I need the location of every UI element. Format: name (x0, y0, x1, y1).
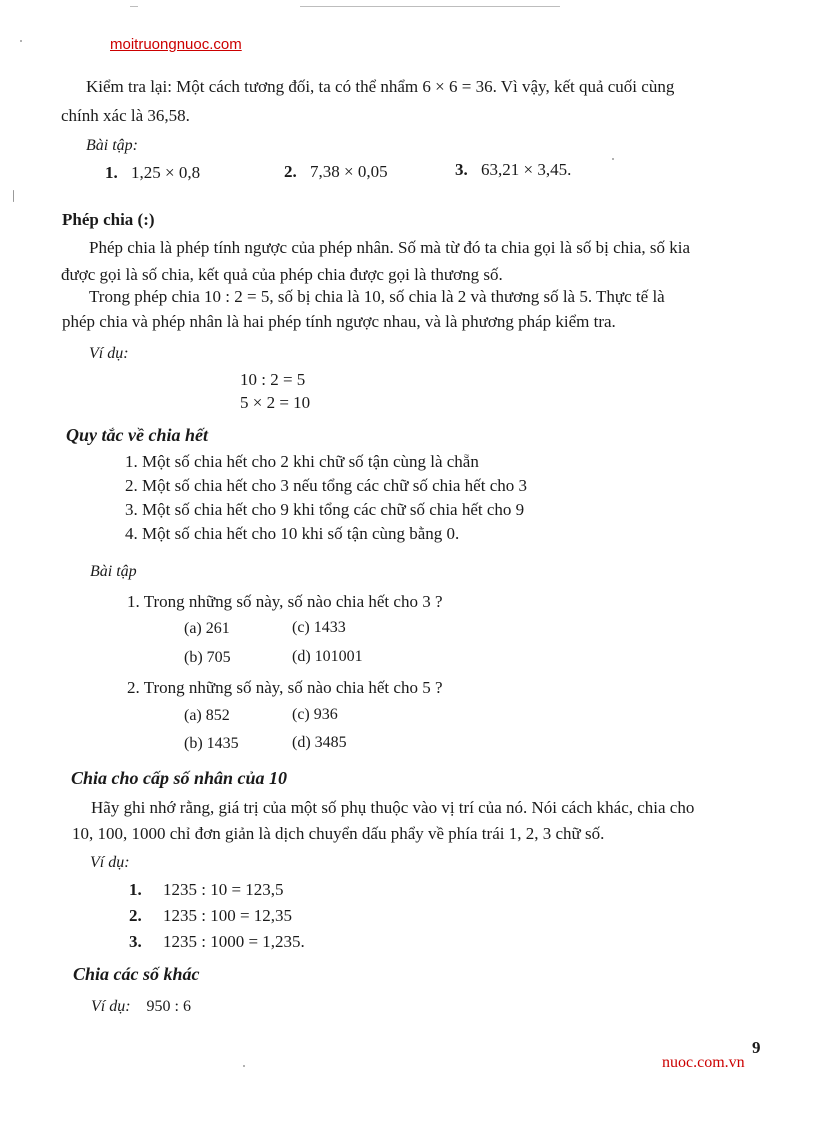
scan-line (300, 6, 560, 7)
example-item (129, 906, 292, 926)
example-text: 1235 : 10 = 123,5 (163, 880, 284, 899)
exercise-number: 1. (105, 163, 118, 182)
page-number: 9 (752, 1038, 761, 1057)
answer-option: (a) 261 (184, 620, 230, 637)
scan-line (130, 6, 138, 7)
rule-item: 3. Một số chia hết cho 9 khi tổng các chữ số chia hết cho 9 (125, 500, 525, 519)
example-number: 1. (129, 880, 142, 899)
exercise-text: 1,25 × 0,8 (131, 163, 201, 182)
section-heading-other: Chia các số khác (73, 964, 200, 984)
exercise-text: 63,21 × 3,45. (481, 160, 572, 179)
question: 2. Trong những số này, số nào chia hết cho 5 ? (127, 678, 443, 697)
section-heading-division: Phép chia (:) (62, 210, 155, 229)
example-item (129, 880, 284, 900)
rule-item: 2. Một số chia hết cho 3 nếu tổng các chữ số chia hết cho 3 (125, 476, 527, 495)
division-p2-line-1: Trong phép chia 10 : 2 = 5, số bị chia là 10, số chia là 2 và thương số là 5. Thực tế là (89, 287, 665, 306)
powers-line-2: 10, 100, 1000 chỉ đơn giản là dịch chuyển dấu phẩy về phía trái 1, 2, 3 chữ số. (72, 824, 605, 843)
section-heading-rules: Quy tắc về chia hết (66, 425, 208, 445)
exercise-number: 2. (284, 162, 297, 181)
exercise-label: Bài tập: (86, 137, 138, 154)
example-label: Ví dụ: (89, 345, 129, 362)
scan-speck (13, 190, 14, 202)
exercise-text: 7,38 × 0,05 (310, 162, 388, 181)
powers-line-1: Hãy ghi nhớ rằng, giá trị của một số phụ thuộc vào vị trí của nó. Nói cách khác, chia cho (91, 798, 695, 817)
exercise-number: 3. (455, 160, 468, 179)
answer-option: (b) 705 (184, 649, 231, 666)
equation: 10 : 2 = 5 (240, 370, 306, 389)
example-item (129, 932, 305, 952)
exercise-label: Bài tập (90, 563, 137, 580)
section-heading-powers: Chia cho cấp số nhân của 10 (71, 768, 288, 788)
exercise-item (105, 163, 200, 183)
example-text: 1235 : 100 = 12,35 (163, 906, 293, 925)
example-text: 1235 : 1000 = 1,235. (163, 932, 305, 951)
example-number: 3. (129, 932, 142, 951)
answer-option: (d) 101001 (292, 648, 363, 665)
check-line-2: chính xác là 36,58. (61, 106, 190, 125)
scan-speck (612, 158, 614, 160)
scan-speck (20, 40, 22, 42)
division-p1-line-1: Phép chia là phép tính ngược của phép nhân. Số mà từ đó ta chia gọi là số bị chia, số kia (89, 238, 691, 257)
check-line-1: Kiểm tra lại: Một cách tương đối, ta có thể nhẩm 6 × 6 = 36. Vì vậy, kết quả cuối cùng (86, 77, 675, 96)
example-number: 2. (129, 906, 142, 925)
watermark-link[interactable]: moitruongnuoc.com (110, 36, 242, 53)
division-p1-line-2: được gọi là số chia, kết quả của phép chia được gọi là thương số. (61, 265, 503, 284)
answer-option: (d) 3485 (292, 734, 347, 751)
answer-option: (c) 1433 (292, 619, 346, 636)
answer-option: (b) 1435 (184, 735, 239, 752)
scan-speck (243, 1065, 245, 1067)
rule-item: 1. Một số chia hết cho 2 khi chữ số tận cùng là chẵn (125, 452, 479, 471)
equation: 5 × 2 = 10 (240, 393, 311, 412)
example-expression: 950 : 6 (146, 998, 191, 1015)
exercise-item (455, 160, 571, 180)
example-label: Ví dụ: (91, 998, 131, 1015)
question: 1. Trong những số này, số nào chia hết cho 3 ? (127, 592, 443, 611)
example-label: Ví dụ: (90, 854, 130, 871)
rule-item: 4. Một số chia hết cho 10 khi số tận cùng bằng 0. (125, 524, 460, 543)
footer-site: nuoc.com.vn (662, 1054, 745, 1071)
answer-option: (a) 852 (184, 707, 230, 724)
example-row (91, 998, 191, 1016)
answer-option: (c) 936 (292, 706, 338, 723)
division-p2-line-2: phép chia và phép nhân là hai phép tính ngược nhau, và là phương pháp kiểm tra. (62, 312, 616, 331)
exercise-item (284, 162, 388, 182)
